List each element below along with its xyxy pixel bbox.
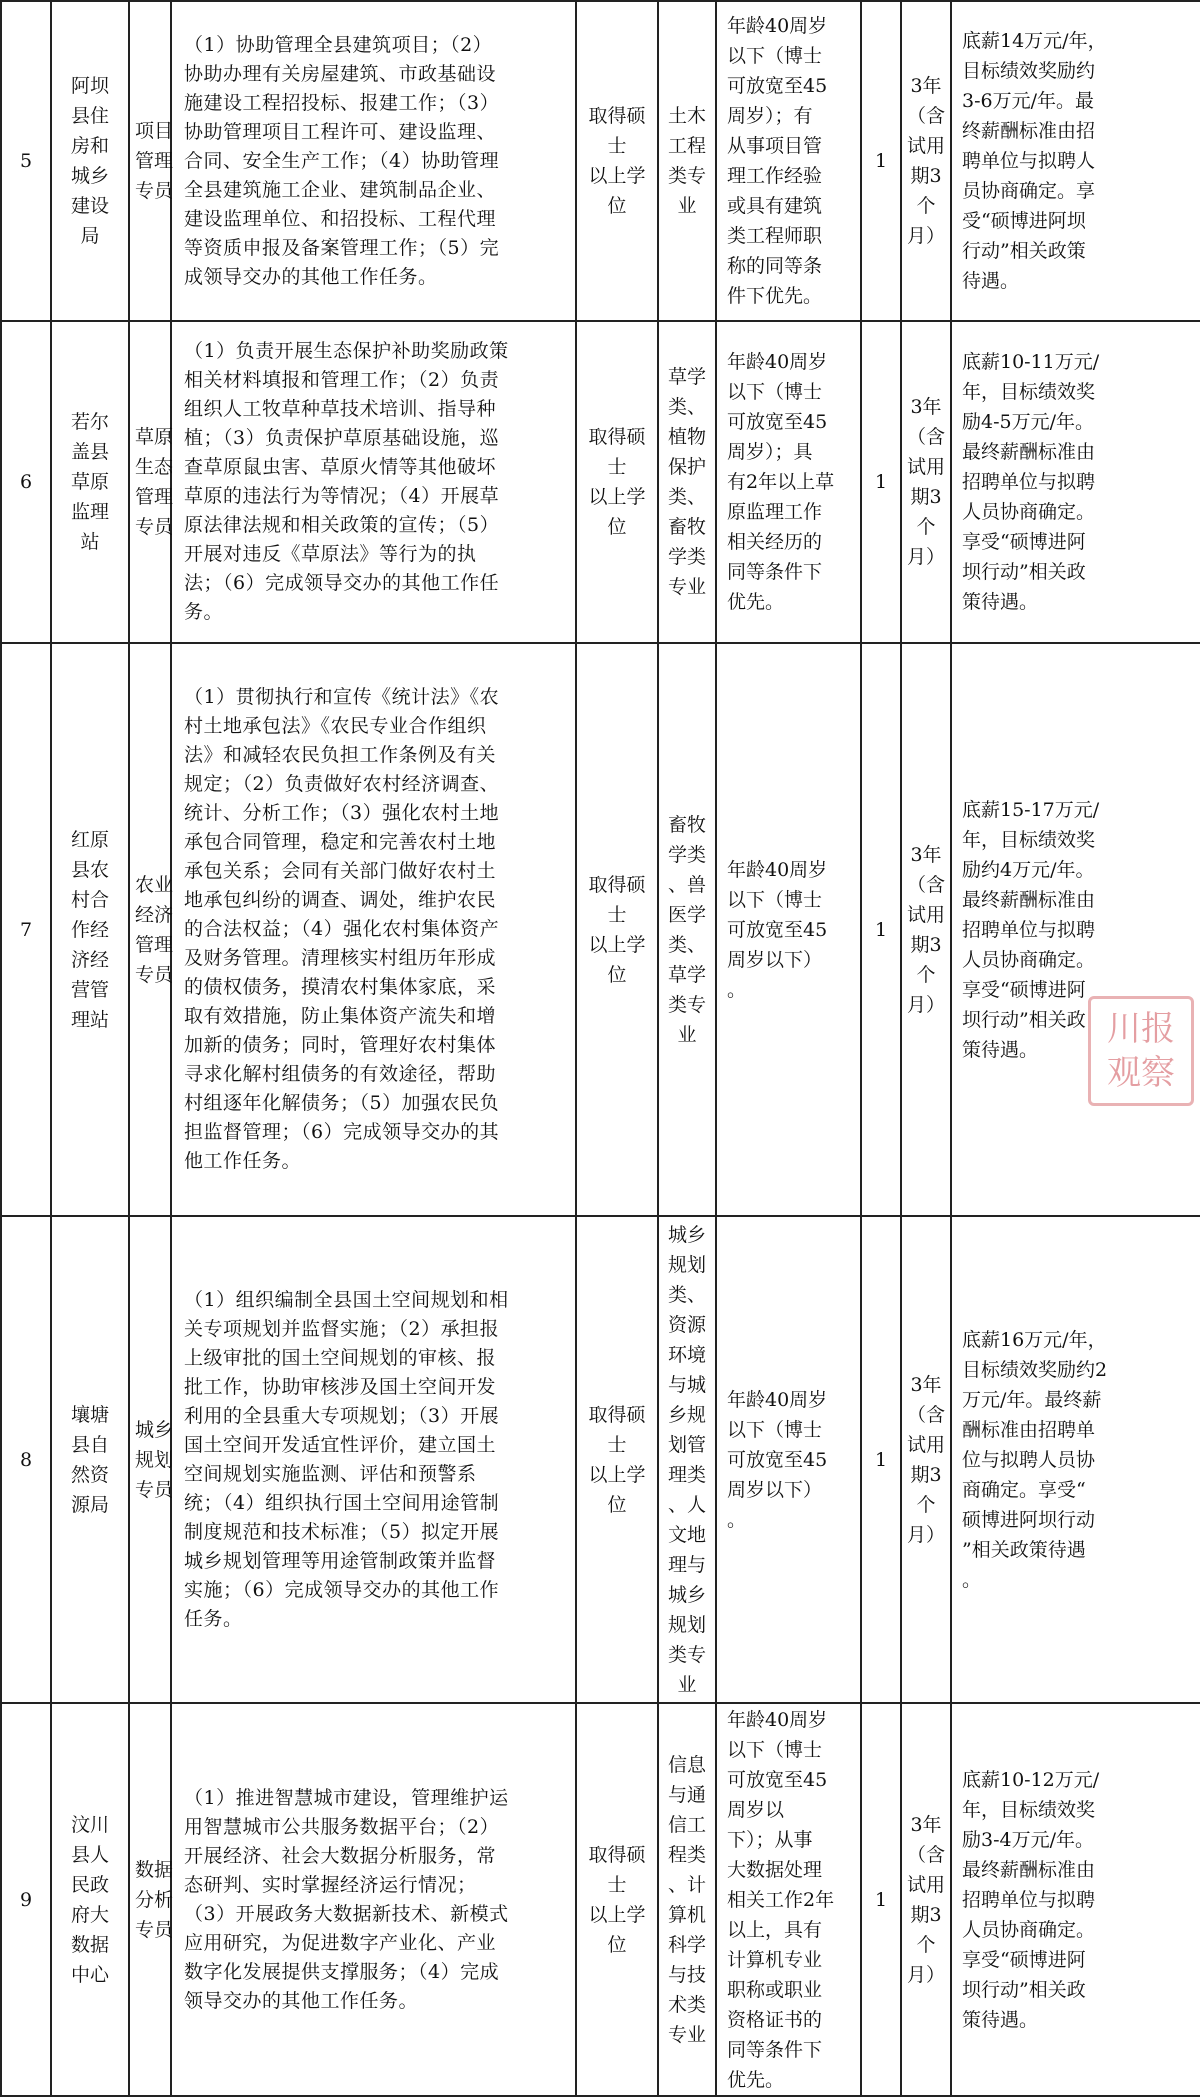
cell-duties bbox=[171, 1216, 576, 1703]
cell-position bbox=[129, 643, 171, 1216]
cell-education bbox=[576, 1703, 658, 2096]
cell-salary bbox=[951, 1216, 1200, 1703]
cell-major bbox=[658, 1216, 716, 1703]
cell-major-text: 城乡 规划 类、 资源 环境 与城 乡规 划管 理类 、人 文地 理与 城乡 规划 类专 业 bbox=[667, 1223, 706, 1696]
cell-salary-text: 底薪10-12万元/ 年，目标绩效奖 励3-4万元/年。 最终薪酬标准由 招聘单位与拟聘 人员协商确定。 享受“硕博进阿 坝行动”相关政 策待遇。 bbox=[962, 1768, 1100, 2031]
cell-term bbox=[901, 321, 951, 643]
cell-requirements bbox=[716, 643, 861, 1216]
cell-number: 8 bbox=[1, 1216, 51, 1703]
cell-count: 1 bbox=[861, 643, 901, 1216]
cell-term bbox=[901, 1, 951, 321]
watermark-line-2: 观察 bbox=[1107, 1053, 1175, 1093]
cell-duties-text: （1）负责开展生态保护补助奖励政策 相关材料填报和管理工作；（2）负责 组织人工牧草种草技术培训、指导种 植；（3）负责保护草原基础设施，巡 查草原鼠虫害、草原火情等其他破坏 草原的违法行为等情况；（4）开展草 原法律法规和相关政策的宣传；（5） 开展对违反《草原法》等行为的执 法；（6）完成领导交办的其他工作任 务。 bbox=[184, 340, 509, 623]
cell-number: 5 bbox=[1, 1, 51, 321]
cell-salary-text: 底薪16万元/年， 目标绩效奖励约2 万元/年。最终薪 酬标准由招聘单 位与拟聘人员协 商确定。享受“ 硕博进阿坝行动 ”相关政策待遇 。 bbox=[962, 1328, 1108, 1591]
cell-major bbox=[658, 1703, 716, 2096]
cell-position-text: 城乡 规划 专员 bbox=[134, 1418, 173, 1501]
watermark-stamp bbox=[1088, 996, 1194, 1106]
cell-unit bbox=[51, 1, 129, 321]
cell-major-text: 土木 工程 类专 业 bbox=[667, 105, 706, 217]
cell-unit-text: 红原 县农 村合 作经 济经 营管 理站 bbox=[70, 828, 109, 1031]
cell-position-text: 项目 管理 专员 bbox=[134, 120, 173, 202]
cell-education-text: 取得硕士 以上学位 bbox=[588, 1843, 646, 1956]
cell-unit bbox=[51, 643, 129, 1216]
cell-term-text: 3年 （含 试用 期3 个 月） bbox=[906, 843, 945, 1016]
table-body bbox=[1, 1, 1200, 2096]
cell-education bbox=[576, 643, 658, 1216]
cell-major bbox=[658, 643, 716, 1216]
cell-term bbox=[901, 1703, 951, 2096]
cell-term bbox=[901, 1216, 951, 1703]
cell-count: 1 bbox=[861, 1, 901, 321]
table-row bbox=[1, 321, 1200, 643]
cell-position bbox=[129, 1216, 171, 1703]
cell-salary bbox=[951, 321, 1200, 643]
table-row bbox=[1, 1216, 1200, 1703]
cell-unit bbox=[51, 1216, 129, 1703]
cell-number: 6 bbox=[1, 321, 51, 643]
cell-education-text: 取得硕士 以上学位 bbox=[588, 426, 646, 538]
cell-duties bbox=[171, 321, 576, 643]
cell-salary-text: 底薪15-17万元/ 年，目标绩效奖 励约4万元/年。 最终薪酬标准由 招聘单位与拟聘 人员协商确定。 享受“硕博进阿 坝行动”相关政 策待遇。 bbox=[962, 798, 1100, 1061]
cell-term bbox=[901, 643, 951, 1216]
cell-requirements-text: 年龄40周岁 以下（博士 可放宽至45 周岁以 下）；从事 大数据处理 相关工作2年 以上，具有 计算机专业 职称或职业 资格证书的 同等条件下 优先。 bbox=[727, 1708, 835, 2091]
cell-position bbox=[129, 1, 171, 321]
cell-position-text: 数据 分析 专员 bbox=[134, 1858, 173, 1941]
cell-salary bbox=[951, 1703, 1200, 2096]
cell-unit-text: 壤塘 县自 然资 源局 bbox=[70, 1403, 109, 1516]
cell-unit-text: 汶川 县人 民政 府大 数据 中心 bbox=[70, 1813, 109, 1986]
cell-education bbox=[576, 1216, 658, 1703]
cell-requirements-text: 年龄40周岁 以下（博士 可放宽至45 周岁以下） 。 bbox=[727, 858, 828, 1001]
cell-position bbox=[129, 1703, 171, 2096]
cell-requirements-text: 年龄40周岁 以下（博士 可放宽至45 周岁）；有 从事项目管 理工作经验 或具有建筑 类工程师职 称的同等条 件下优先。 bbox=[727, 15, 828, 307]
cell-education bbox=[576, 1, 658, 321]
cell-unit bbox=[51, 321, 129, 643]
cell-position-text: 草原 生态 管理 专员 bbox=[134, 426, 173, 538]
cell-education-text: 取得硕士 以上学位 bbox=[588, 105, 646, 217]
cell-major-text: 草学 类、 植物 保护 类、 畜牧 学类 专业 bbox=[667, 366, 706, 598]
cell-requirements bbox=[716, 1216, 861, 1703]
cell-term-text: 3年 （含 试用 期3 个 月） bbox=[906, 1813, 945, 1986]
cell-requirements bbox=[716, 1, 861, 321]
cell-number: 7 bbox=[1, 643, 51, 1216]
cell-education-text: 取得硕士 以上学位 bbox=[588, 873, 646, 986]
cell-education-text: 取得硕士 以上学位 bbox=[588, 1403, 646, 1516]
cell-unit-text: 阿坝 县住 房和 城乡 建设 局 bbox=[70, 75, 109, 247]
cell-requirements bbox=[716, 321, 861, 643]
cell-duties bbox=[171, 1, 576, 321]
cell-duties-text: （1）贯彻执行和宣传《统计法》《农 村土地承包法》《农民专业合作组织 法》和减轻农民负担工作条例及有关 规定；（2）负责做好农村经济调查、 统计、分析工作；（3）强化农村土地 承包合同管理，稳定和完善农村土地 承包关系；会同有关部门做好农村土 地承包纠纷的调查、调处，维护农民 的合法权益；（4）强化农村集体资产 及财务管理。清理核实村组历年形成 的债权债务，摸清农村集体家底，采 取有效措施，防止集体资产流失和增 加新的债务；同时，管理好农村集体 寻求化解村组债务的有效途径，帮助 村组逐年化解债务；（5）加强农民负 担监督管理；（6）完成领导交办的其 他工作任务。 bbox=[184, 686, 500, 1172]
cell-salary bbox=[951, 1, 1200, 321]
cell-term-text: 3年 （含 试用 期3 个 月） bbox=[906, 396, 945, 568]
cell-duties-text: （1）协助管理全县建筑项目；（2） 协助办理有关房屋建筑、市政基础设 施建设工程招投标、报建工作；（3） 协助管理项目工程许可、建设监理、 合同、安全生产工作；（4）协助管理 全县建筑施工企业、建筑制品企业、 建设监理单位、和招投标、工程代理 等资质申报及备案管理工作；（5）完 成领导交办的其他工作任务。 bbox=[184, 33, 500, 288]
cell-requirements-text: 年龄40周岁 以下（博士 可放宽至45 周岁）；具 有2年以上草 原监理工作 相关经历的 同等条件下 优先。 bbox=[727, 351, 835, 613]
cell-position-text: 农业 经济 管理 专员 bbox=[134, 873, 173, 986]
cell-major bbox=[658, 1, 716, 321]
cell-duties-text: （1）组织编制全县国土空间规划和相 关专项规划并监督实施；（2）承担报 上级审批的国土空间规划的审核、报 批工作，协助审核涉及国土空间开发 利用的全县重大专项规划；（3）开展 国土空间开发适宜性评价，建立国土 空间规划实施监测、评估和预警系 统；（4）组织执行国土空间用途管制 制度规范和技术标准；（5）拟定开展 城乡规划管理等用途管制政策并监督 实施；（6）完成领导交办的其他工作 任务。 bbox=[184, 1288, 509, 1630]
cell-salary-text: 底薪10-11万元/ 年，目标绩效奖 励4-5万元/年。 最终薪酬标准由 招聘单位与拟聘 人员协商确定。 享受“硕博进阿 坝行动”相关政 策待遇。 bbox=[962, 351, 1100, 613]
cell-count: 1 bbox=[861, 321, 901, 643]
cell-count: 1 bbox=[861, 1703, 901, 2096]
table-row bbox=[1, 1, 1200, 321]
cell-term-text: 3年 （含 试用 期3 个 月） bbox=[906, 75, 945, 247]
cell-major-text: 信息 与通 信工 程类 、计 算机 科学 与技 术类 专业 bbox=[667, 1753, 706, 2046]
cell-duties bbox=[171, 643, 576, 1216]
cell-count: 1 bbox=[861, 1216, 901, 1703]
cell-salary bbox=[951, 643, 1200, 1216]
watermark-line-1: 川报 bbox=[1107, 1009, 1175, 1049]
cell-term-text: 3年 （含 试用 期3 个 月） bbox=[906, 1373, 945, 1546]
cell-unit bbox=[51, 1703, 129, 2096]
cell-salary-text: 底薪14万元/年， 目标绩效奖励约 3-6万元/年。最 终薪酬标准由招 聘单位与拟聘人 员协商确定。享 受“硕博进阿坝 行动”相关政策 待遇。 bbox=[962, 30, 1107, 292]
cell-major bbox=[658, 321, 716, 643]
cell-requirements bbox=[716, 1703, 861, 2096]
cell-position bbox=[129, 321, 171, 643]
table-row bbox=[1, 643, 1200, 1216]
table-row bbox=[1, 1703, 1200, 2096]
cell-number: 9 bbox=[1, 1703, 51, 2096]
cell-major-text: 畜牧 学类 、兽 医学 类、 草学 类专 业 bbox=[667, 813, 706, 1046]
cell-requirements-text: 年龄40周岁 以下（博士 可放宽至45 周岁以下） 。 bbox=[727, 1388, 828, 1531]
cell-duties bbox=[171, 1703, 576, 2096]
cell-duties-text: （1）推进智慧城市建设，管理维护运 用智慧城市公共服务数据平台；（2） 开展经济、社会大数据分析服务，常 态研判、实时掌握经济运行情况； （3）开展政务大数据新技术、新模式 应用研究，为促进数字产业化、产业 数字化发展提供支撑服务；（4）完成 领导交办的其他工作任务。 bbox=[184, 1786, 509, 2012]
cell-unit-text: 若尔 盖县 草原 监理 站 bbox=[70, 411, 109, 553]
cell-education bbox=[576, 321, 658, 643]
